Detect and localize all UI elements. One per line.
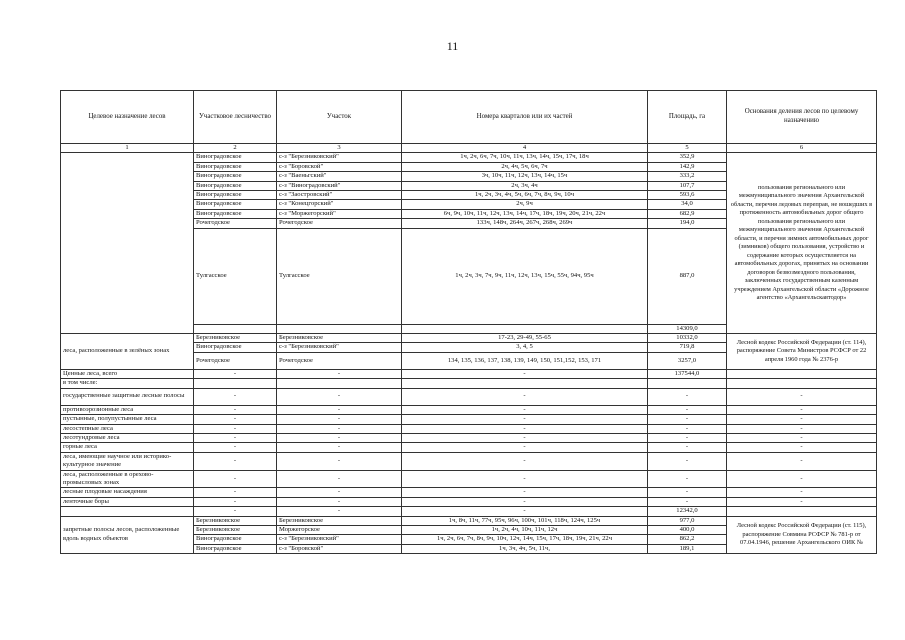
table-cell: с-з "Боровской" <box>277 544 402 553</box>
table-cell: 1ч, 2ч, 6ч, 7ч, 8ч, 9ч, 10ч, 12ч, 14ч, 15ч, 17ч, 18ч, 19ч, 21ч, 22ч <box>402 535 648 544</box>
table-cell: 3ч, 10ч, 11ч, 12ч, 13ч, 14ч, 15ч <box>402 172 648 181</box>
table-cell: - <box>648 415 727 424</box>
table-cell: - <box>277 405 402 414</box>
table-cell: - <box>402 497 648 506</box>
row-label: лесостепные леса <box>61 424 194 433</box>
table-cell: - <box>194 488 277 497</box>
table-cell: - <box>194 415 277 424</box>
row-label: леса, расположенные в орехово-промысловых зонах <box>61 470 194 488</box>
table-cell: 3, 4, 5 <box>402 343 648 352</box>
table-cell: 1ч, 2ч, 6ч, 7ч, 10ч, 11ч, 13ч, 14ч, 15ч, 17ч, 18ч <box>402 153 648 162</box>
table-cell: 1ч, 3ч, 4ч, 5ч, 11ч, <box>402 544 648 553</box>
table-cell: - <box>277 415 402 424</box>
row-label: в том числе: <box>61 379 194 388</box>
purpose-cell: запретные полосы лесов, расположенные вдоль водных объектов <box>61 516 194 554</box>
table-cell: - <box>648 443 727 452</box>
table-cell: - <box>648 433 727 442</box>
table-cell: - <box>727 470 877 488</box>
table-cell <box>402 324 648 333</box>
table-cell: - <box>727 443 877 452</box>
table-cell: - <box>727 433 877 442</box>
table-cell: Моржегорское <box>277 525 402 534</box>
table-cell: Березниковское <box>194 525 277 534</box>
table-cell: Виноградовское <box>194 162 277 171</box>
table-cell: - <box>194 443 277 452</box>
column-header: Основания деления лесов по целевому назначению <box>727 91 877 144</box>
table-cell: Березниковское <box>277 516 402 525</box>
row-label: Ценные леса, всего <box>61 369 194 378</box>
table-cell: - <box>402 388 648 405</box>
row-label: пустынные, полупустынные леса <box>61 415 194 424</box>
table-cell: с-з "Березниковский" <box>277 153 402 162</box>
table-cell: 1ч, 2ч, 3ч, 7ч, 9ч, 11ч, 12ч, 13ч, 15ч, 55ч, 94ч, 95ч <box>402 228 648 324</box>
column-number: 1 <box>61 144 194 153</box>
table-cell: - <box>194 452 277 470</box>
table-cell: - <box>402 369 648 378</box>
table-cell <box>194 379 277 388</box>
purpose-cell <box>61 153 194 334</box>
table-cell: с-з "Конецгорский" <box>277 200 402 209</box>
table-cell: 10332,0 <box>648 334 727 343</box>
table-cell: 17-23, 29-49, 55-65 <box>402 334 648 343</box>
table-cell: 352,9 <box>648 153 727 162</box>
purpose-cell: леса, расположенные в зелёных зонах <box>61 334 194 370</box>
table-cell: - <box>402 433 648 442</box>
table-cell: - <box>402 507 648 516</box>
table-cell: - <box>727 405 877 414</box>
table-cell: с-з "Заостровский" <box>277 191 402 200</box>
table-cell <box>727 369 877 378</box>
table-cell: Виноградовское <box>194 544 277 553</box>
table-cell: Березниковское <box>194 516 277 525</box>
table-cell: 593,6 <box>648 191 727 200</box>
table-cell: - <box>194 369 277 378</box>
table-cell: - <box>648 405 727 414</box>
table-cell: - <box>727 415 877 424</box>
table-cell: 1ч, 8ч, 11ч, 77ч, 95ч, 96ч, 100ч, 101ч, 118ч, 124ч, 125ч <box>402 516 648 525</box>
table-row <box>61 488 877 497</box>
table-cell: - <box>277 369 402 378</box>
column-header: Участковое лесничество <box>194 91 277 144</box>
table-cell: - <box>727 497 877 506</box>
table-cell: 134, 135, 136, 137, 138, 139, 149, 150, 151,152, 153, 171 <box>402 352 648 369</box>
column-header: Площадь, га <box>648 91 727 144</box>
table-cell: - <box>277 497 402 506</box>
table-cell: - <box>727 452 877 470</box>
table-row <box>61 497 877 506</box>
table-row <box>61 415 877 424</box>
table-cell: - <box>648 388 727 405</box>
table-cell: 137544,0 <box>648 369 727 378</box>
table-cell: - <box>194 470 277 488</box>
table-cell: Тулгасское <box>194 228 277 324</box>
table-cell: - <box>648 470 727 488</box>
table-cell: - <box>648 424 727 433</box>
column-header: Целевое назначение лесов <box>61 91 194 144</box>
table-row <box>61 91 877 144</box>
table-cell: Березниковское <box>194 334 277 343</box>
column-number: 3 <box>277 144 402 153</box>
table-cell: 719,8 <box>648 343 727 352</box>
table-cell: 2ч, 9ч <box>402 200 648 209</box>
table-cell: 400,0 <box>648 525 727 534</box>
table-cell: Виноградовское <box>194 153 277 162</box>
row-label: противоэрозионные леса <box>61 405 194 414</box>
table-cell: с-з "Березниковский" <box>277 535 402 544</box>
subtotal-cell: 14309,0 <box>648 324 727 333</box>
table-row <box>61 516 877 525</box>
table-cell: с-з "Ваеньгский" <box>277 172 402 181</box>
table-cell: - <box>277 424 402 433</box>
table-cell: 862,2 <box>648 535 727 544</box>
table-cell: 194,0 <box>648 219 727 228</box>
table-cell: 107,7 <box>648 181 727 190</box>
table-row <box>61 433 877 442</box>
table-cell: с-з "Боровской" <box>277 162 402 171</box>
table-cell: 1ч, 2ч, 4ч, 10ч, 11ч, 12ч <box>402 525 648 534</box>
table-cell: 2ч, 4ч, 5ч, 6ч, 7ч <box>402 162 648 171</box>
page-number: 11 <box>446 39 459 53</box>
table-cell: Виноградовское <box>194 172 277 181</box>
table-cell: 3257,0 <box>648 352 727 369</box>
column-number: 4 <box>402 144 648 153</box>
column-number: 6 <box>727 144 877 153</box>
table-cell: - <box>402 470 648 488</box>
table-row <box>61 424 877 433</box>
table-cell <box>61 507 194 516</box>
table-cell: 2ч, 3ч, 4ч <box>402 181 648 190</box>
row-label: лесотундровые леса <box>61 433 194 442</box>
row-label: лесные плодовые насаждения <box>61 488 194 497</box>
table-cell <box>402 379 648 388</box>
table-row <box>61 443 877 452</box>
table-cell: - <box>727 424 877 433</box>
table-cell: - <box>402 405 648 414</box>
table-cell: - <box>727 388 877 405</box>
table-cell: Рочегодское <box>194 352 277 369</box>
basis-cell: Лесной кодекс Российской Федерации (ст. 114), распоряжение Совета Министров РСФСР от 22 апреля 1960 года № 2376-р <box>727 334 877 370</box>
table-cell <box>727 507 877 516</box>
table-cell: Рочегодское <box>277 219 402 228</box>
table-cell: - <box>277 433 402 442</box>
row-label: горные леса <box>61 443 194 452</box>
table-row <box>61 388 877 405</box>
table-cell <box>277 324 402 333</box>
table-cell: - <box>277 470 402 488</box>
table-row <box>61 144 877 153</box>
row-label: ленточные боры <box>61 497 194 506</box>
basis-cell: пользования регионального или межмуниципального значения Архангельской области, перечня ледовых переправ, не вошедших в протяженность автомобильных дорог общего пользования регионального или межмуниципального значения Архангельской области, и перечня зимних автомобильных дорог (зимников) общего пользования, устройство и содержание которых осуществляется на автомобильных дорогах, принятых на основании договоров безвозмездного пользования, заключенных государственным казенным учреждением Архангельской области «Дорожное агентство «Архангельскавтодор» <box>727 153 877 334</box>
table-cell: Виноградовское <box>194 200 277 209</box>
table-row <box>61 369 877 378</box>
table-cell: Виноградовское <box>194 343 277 352</box>
table-cell: - <box>277 443 402 452</box>
table-cell: - <box>402 415 648 424</box>
forest-purpose-table <box>60 90 877 554</box>
table-cell: 34,0 <box>648 200 727 209</box>
column-header: Номера кварталов или их частей <box>402 91 648 144</box>
basis-cell: Лесной кодекс Российской Федерации (ст. 115), распоряжение Совмина РСФСР № 781-р от 07.04.1946, решение Архангельского ОИК № <box>727 516 877 554</box>
table-row <box>61 379 877 388</box>
table-cell: 142,9 <box>648 162 727 171</box>
column-header: Участок <box>277 91 402 144</box>
table-cell: - <box>402 488 648 497</box>
table-cell: 977,0 <box>648 516 727 525</box>
table-cell: Рочегодское <box>277 352 402 369</box>
table-cell: - <box>648 497 727 506</box>
table-row <box>61 507 877 516</box>
column-number: 5 <box>648 144 727 153</box>
table-cell: - <box>402 443 648 452</box>
table-cell <box>648 379 727 388</box>
table-cell: - <box>194 388 277 405</box>
table-cell: Рочегодское <box>194 219 277 228</box>
table-cell: Тулгасское <box>277 228 402 324</box>
table-cell: - <box>727 488 877 497</box>
table-cell <box>727 379 877 388</box>
table-cell: 189,1 <box>648 544 727 553</box>
column-number: 2 <box>194 144 277 153</box>
table-cell: с-з "Виноградовский" <box>277 181 402 190</box>
table-cell: - <box>277 388 402 405</box>
table-cell: 6ч, 9ч, 10ч, 11ч, 12ч, 13ч, 14ч, 17ч, 18ч, 19ч, 20ч, 21ч, 22ч <box>402 209 648 218</box>
table-cell: - <box>648 452 727 470</box>
table-cell: - <box>194 424 277 433</box>
table-cell: - <box>194 405 277 414</box>
table-cell: - <box>194 497 277 506</box>
table-cell <box>194 324 277 333</box>
table-cell: Виноградовское <box>194 191 277 200</box>
table-row <box>61 334 877 343</box>
table-cell: - <box>277 452 402 470</box>
table-cell: - <box>402 452 648 470</box>
table-row <box>61 405 877 414</box>
table-cell: - <box>648 488 727 497</box>
table-cell: 1ч, 2ч, 3ч, 4ч, 5ч, 6ч, 7ч, 8ч, 9ч, 10ч <box>402 191 648 200</box>
table-cell <box>277 379 402 388</box>
table-cell: Виноградовское <box>194 181 277 190</box>
table-cell: 887,0 <box>648 228 727 324</box>
table-cell: 133ч, 148ч, 264ч, 267ч, 268ч, 269ч <box>402 219 648 228</box>
table-cell: с-з "Березниковский" <box>277 343 402 352</box>
table-cell: Виноградовское <box>194 535 277 544</box>
table-cell: - <box>402 424 648 433</box>
table-row <box>61 153 877 162</box>
table-body <box>61 91 877 554</box>
row-label: леса, имеющие научное или историко-культурное значение <box>61 452 194 470</box>
table-cell: - <box>194 507 277 516</box>
table-cell: Виноградовское <box>194 209 277 218</box>
table-cell: 682,9 <box>648 209 727 218</box>
table-cell: - <box>277 488 402 497</box>
table-cell: - <box>194 433 277 442</box>
table-cell: Березниковское <box>277 334 402 343</box>
subtotal-cell: 12342,0 <box>648 507 727 516</box>
table-cell: 333,2 <box>648 172 727 181</box>
table-row <box>61 470 877 488</box>
table-cell: с-з "Моржегорский" <box>277 209 402 218</box>
table-row <box>61 452 877 470</box>
table-cell: - <box>277 507 402 516</box>
row-label: государственные защитные лесные полосы <box>61 388 194 405</box>
